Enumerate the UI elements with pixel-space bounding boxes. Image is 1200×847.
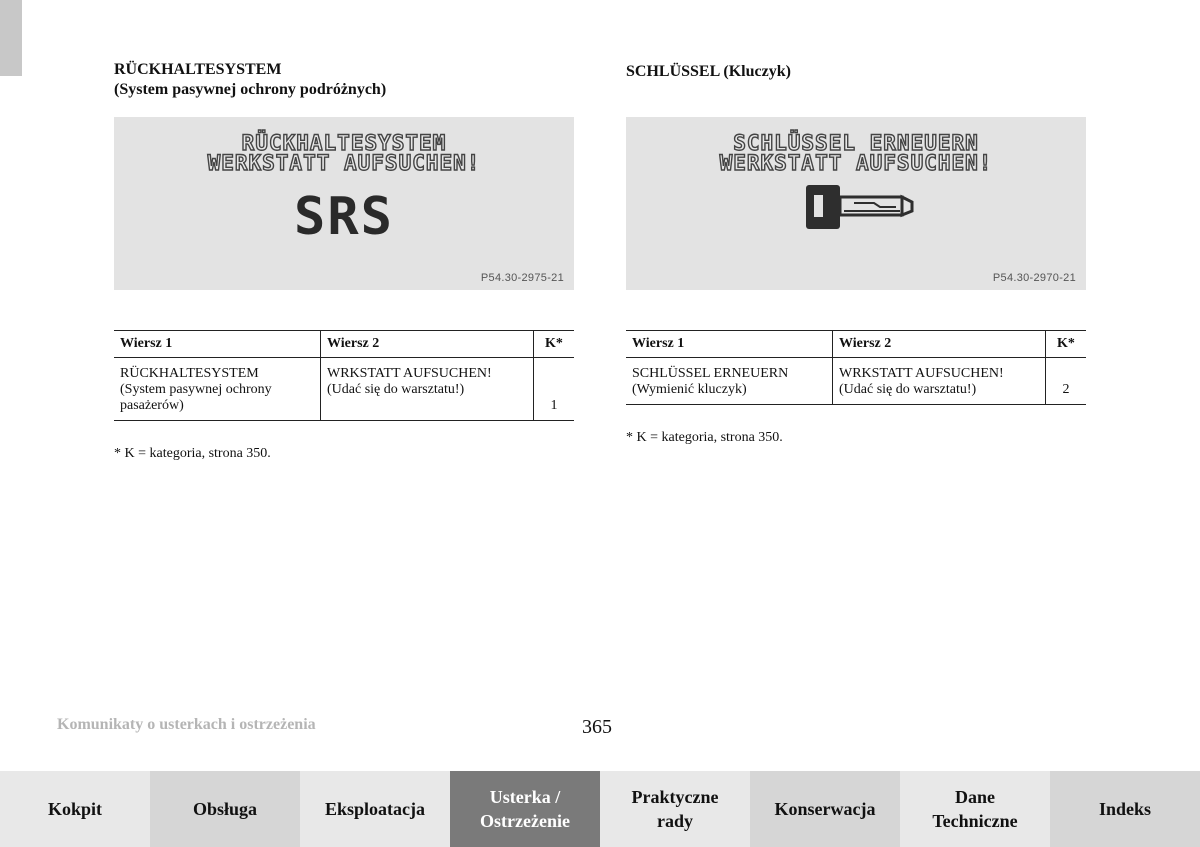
table-header-row xyxy=(114,331,574,358)
nav-tab-dane-techniczne[interactable] xyxy=(900,771,1050,847)
cell-wiersz-1 xyxy=(114,358,321,421)
message-table xyxy=(626,330,1086,405)
image-code: P54.30-2970-21 xyxy=(992,272,1076,284)
running-head: Komunikaty o usterkach i ostrzeżenia xyxy=(57,716,316,733)
nav-tab-label: Praktyczne rady xyxy=(631,787,719,831)
section-title-key xyxy=(626,60,1086,106)
cell-line: WRKSTATT AUFSUCHEN! xyxy=(327,366,492,381)
display-line-1: SCHLÜSSEL ERNEUERN xyxy=(733,131,979,155)
table-header-row xyxy=(626,331,1086,358)
header-wiersz-2: Wiersz 2 xyxy=(321,331,534,358)
table-row xyxy=(626,358,1086,405)
nav-tab-konserwacja[interactable]: Konserwacja xyxy=(750,771,900,847)
cell-line: RÜCKHALTESYSTEM xyxy=(120,366,259,381)
nav-tab-eksploatacja[interactable]: Eksploatacja xyxy=(300,771,450,847)
cell-line: pasażerów) xyxy=(120,398,184,413)
title-line-2: (System pasywnej ochrony podróżnych) xyxy=(114,81,387,98)
display-line-2: WERKSTATT AUFSUCHEN! xyxy=(207,151,481,175)
image-code: P54.30-2975-21 xyxy=(480,272,564,284)
header-k: K* xyxy=(534,331,575,358)
cell-line: (Udać się do warsztatu!) xyxy=(839,382,977,397)
cell-k: 2 xyxy=(1046,358,1087,405)
section-key xyxy=(626,60,1086,445)
header-wiersz-1: Wiersz 1 xyxy=(114,331,321,358)
chapter-nav xyxy=(0,771,1200,847)
display-image-srs xyxy=(114,117,574,290)
cell-line: (Udać się do warsztatu!) xyxy=(327,382,465,397)
cell-wiersz-2 xyxy=(321,358,534,421)
display-image-key xyxy=(626,117,1086,290)
nav-tab-usterka-ostrzezenie[interactable] xyxy=(450,771,600,847)
footnote: * K = kategoria, strona 350. xyxy=(626,430,783,445)
cell-line: (System pasywnej ochrony xyxy=(120,382,272,397)
cell-line: WRKSTATT AUFSUCHEN! xyxy=(839,366,1004,381)
title-line-1: RÜCKHALTESYSTEM xyxy=(114,61,282,78)
section-srs xyxy=(114,60,574,461)
header-k: K* xyxy=(1046,331,1087,358)
corner-tab xyxy=(0,0,22,76)
cell-wiersz-2 xyxy=(833,358,1046,405)
cell-line: SCHLÜSSEL ERNEUERN xyxy=(632,366,789,381)
nav-tab-obsluga[interactable]: Obsługa xyxy=(150,771,300,847)
table-row xyxy=(114,358,574,421)
nav-tab-praktyczne-rady[interactable] xyxy=(600,771,750,847)
cell-k: 1 xyxy=(534,358,575,421)
footnote: * K = kategoria, strona 350. xyxy=(114,446,271,461)
display-line-2: WERKSTATT AUFSUCHEN! xyxy=(719,151,993,175)
header-wiersz-2: Wiersz 2 xyxy=(833,331,1046,358)
title-line-1: SCHLÜSSEL (Kluczyk) xyxy=(626,63,791,80)
nav-tab-label: Dane Techniczne xyxy=(932,787,1018,831)
cell-wiersz-1 xyxy=(626,358,833,405)
srs-symbol: SRS xyxy=(294,187,394,247)
key-icon xyxy=(804,183,916,231)
cell-line: (Wymienić kluczyk) xyxy=(632,382,747,397)
message-table xyxy=(114,330,574,421)
section-title-srs xyxy=(114,60,574,106)
page-number: 365 xyxy=(582,716,612,738)
nav-tab-kokpit[interactable]: Kokpit xyxy=(0,771,150,847)
display-line-1: RÜCKHALTESYSTEM xyxy=(241,131,447,155)
header-wiersz-1: Wiersz 1 xyxy=(626,331,833,358)
nav-tab-indeks[interactable]: Indeks xyxy=(1050,771,1200,847)
nav-tab-label: Usterka / Ostrzeżenie xyxy=(480,787,570,831)
